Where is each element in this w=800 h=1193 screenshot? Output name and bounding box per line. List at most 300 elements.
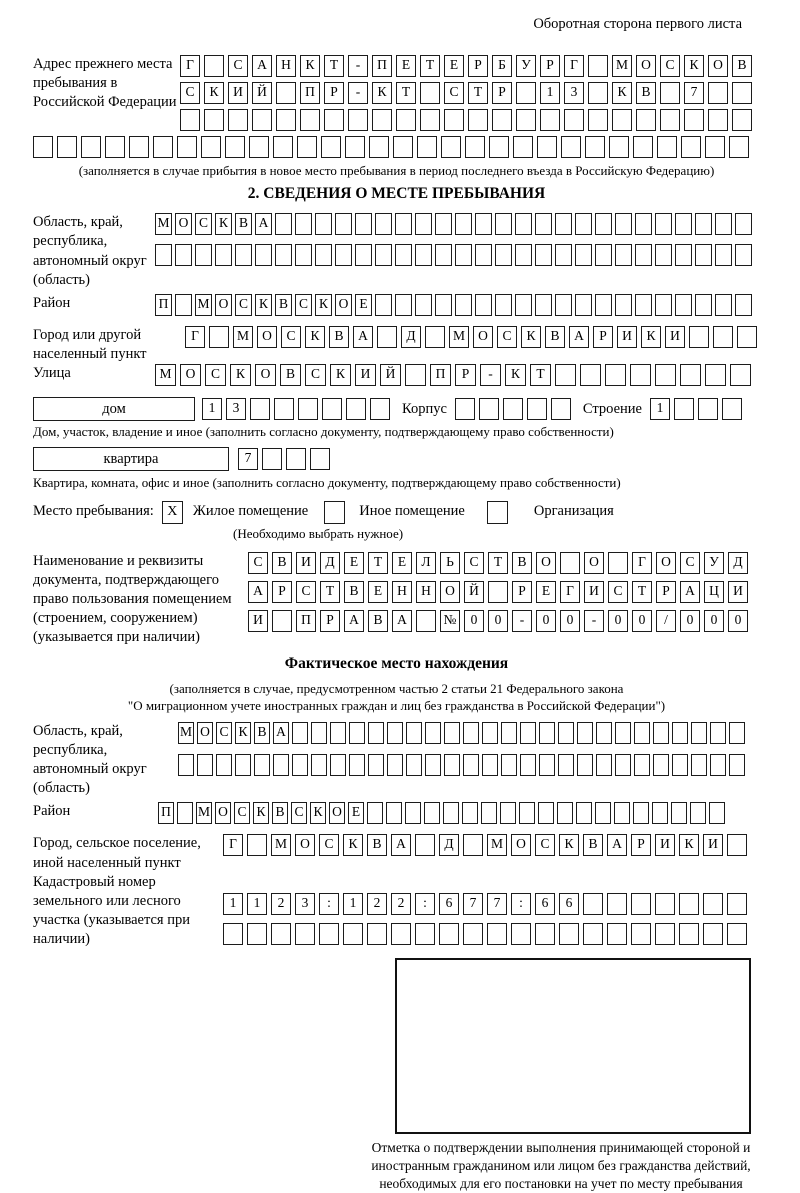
- char-cell[interactable]: [395, 294, 412, 316]
- char-cell[interactable]: [57, 136, 77, 158]
- char-cell[interactable]: [368, 754, 384, 776]
- char-cell[interactable]: [495, 244, 512, 266]
- char-cell[interactable]: [575, 244, 592, 266]
- char-cell[interactable]: [535, 923, 555, 945]
- char-cell[interactable]: [319, 923, 339, 945]
- char-cell[interactable]: [395, 244, 412, 266]
- char-cell[interactable]: Т: [396, 82, 416, 104]
- char-cell[interactable]: Й: [464, 581, 484, 603]
- char-cell[interactable]: [175, 294, 192, 316]
- char-cell[interactable]: [235, 244, 252, 266]
- char-cell[interactable]: [462, 802, 478, 824]
- char-cell[interactable]: [652, 802, 668, 824]
- char-cell[interactable]: Г: [560, 581, 580, 603]
- char-cell[interactable]: [655, 294, 672, 316]
- char-cell[interactable]: С: [319, 834, 339, 856]
- char-cell[interactable]: Й: [252, 82, 272, 104]
- char-cell[interactable]: 0: [704, 610, 724, 632]
- char-cell[interactable]: [177, 802, 193, 824]
- char-cell[interactable]: М: [449, 326, 469, 348]
- char-cell[interactable]: [580, 364, 601, 386]
- char-cell[interactable]: В: [272, 802, 288, 824]
- char-cell[interactable]: С: [180, 82, 200, 104]
- char-cell[interactable]: [197, 754, 213, 776]
- char-cell[interactable]: О: [295, 834, 315, 856]
- char-cell[interactable]: И: [584, 581, 604, 603]
- char-cell[interactable]: [368, 722, 384, 744]
- char-cell[interactable]: [475, 294, 492, 316]
- char-cell[interactable]: [216, 754, 232, 776]
- char-cell[interactable]: 1: [650, 398, 670, 420]
- char-cell[interactable]: Д: [439, 834, 459, 856]
- char-cell[interactable]: [631, 923, 651, 945]
- char-cell[interactable]: [705, 136, 725, 158]
- char-cell[interactable]: Д: [401, 326, 421, 348]
- char-cell[interactable]: [690, 802, 706, 824]
- char-cell[interactable]: [424, 802, 440, 824]
- char-cell[interactable]: М: [233, 326, 253, 348]
- char-cell[interactable]: [595, 213, 612, 235]
- char-cell[interactable]: [735, 294, 752, 316]
- char-cell[interactable]: В: [367, 834, 387, 856]
- char-cell[interactable]: Р: [631, 834, 651, 856]
- char-cell[interactable]: [585, 136, 605, 158]
- char-cell[interactable]: [653, 722, 669, 744]
- char-cell[interactable]: [415, 923, 435, 945]
- char-cell[interactable]: [583, 893, 603, 915]
- char-cell[interactable]: [709, 802, 725, 824]
- char-cell[interactable]: [615, 244, 632, 266]
- char-cell[interactable]: С: [195, 213, 212, 235]
- char-cell[interactable]: [311, 722, 327, 744]
- char-cell[interactable]: В: [344, 581, 364, 603]
- char-cell[interactable]: -: [480, 364, 501, 386]
- char-cell[interactable]: [386, 802, 402, 824]
- char-cell[interactable]: С: [205, 364, 226, 386]
- char-cell[interactable]: [444, 722, 460, 744]
- char-cell[interactable]: [228, 109, 248, 131]
- char-cell[interactable]: К: [372, 82, 392, 104]
- char-cell[interactable]: [607, 923, 627, 945]
- char-cell[interactable]: П: [155, 294, 172, 316]
- char-cell[interactable]: И: [703, 834, 723, 856]
- char-cell[interactable]: В: [272, 552, 292, 574]
- char-cell[interactable]: С: [296, 581, 316, 603]
- char-cell[interactable]: 0: [488, 610, 508, 632]
- char-cell[interactable]: [335, 244, 352, 266]
- char-cell[interactable]: [495, 294, 512, 316]
- char-cell[interactable]: [321, 136, 341, 158]
- char-cell[interactable]: [81, 136, 101, 158]
- char-cell[interactable]: :: [319, 893, 339, 915]
- char-cell[interactable]: [286, 448, 306, 470]
- char-cell[interactable]: С: [291, 802, 307, 824]
- char-cell[interactable]: [675, 244, 692, 266]
- char-cell[interactable]: [657, 136, 677, 158]
- char-cell[interactable]: П: [300, 82, 320, 104]
- char-cell[interactable]: [481, 802, 497, 824]
- char-cell[interactable]: [703, 923, 723, 945]
- char-cell[interactable]: Р: [455, 364, 476, 386]
- char-cell[interactable]: [558, 754, 574, 776]
- char-cell[interactable]: И: [296, 552, 316, 574]
- char-cell[interactable]: [415, 834, 435, 856]
- char-cell[interactable]: [635, 294, 652, 316]
- char-cell[interactable]: О: [656, 552, 676, 574]
- char-cell[interactable]: К: [559, 834, 579, 856]
- char-cell[interactable]: [708, 109, 728, 131]
- char-cell[interactable]: [417, 136, 437, 158]
- char-cell[interactable]: 0: [560, 610, 580, 632]
- char-cell[interactable]: [310, 448, 330, 470]
- char-cell[interactable]: [588, 82, 608, 104]
- char-cell[interactable]: [609, 136, 629, 158]
- char-cell[interactable]: [255, 244, 272, 266]
- char-cell[interactable]: [612, 109, 632, 131]
- char-cell[interactable]: К: [505, 364, 526, 386]
- char-cell[interactable]: О: [215, 802, 231, 824]
- char-cell[interactable]: О: [473, 326, 493, 348]
- char-cell[interactable]: Т: [324, 55, 344, 77]
- char-cell[interactable]: Е: [348, 802, 364, 824]
- char-cell[interactable]: [463, 834, 483, 856]
- char-cell[interactable]: [292, 722, 308, 744]
- char-cell[interactable]: А: [680, 581, 700, 603]
- char-cell[interactable]: Й: [380, 364, 401, 386]
- char-cell[interactable]: [247, 834, 267, 856]
- char-cell[interactable]: К: [204, 82, 224, 104]
- char-cell[interactable]: [343, 923, 363, 945]
- char-cell[interactable]: [235, 754, 251, 776]
- char-cell[interactable]: М: [487, 834, 507, 856]
- char-cell[interactable]: [175, 244, 192, 266]
- char-cell[interactable]: [249, 136, 269, 158]
- char-cell[interactable]: [577, 722, 593, 744]
- char-cell[interactable]: [513, 136, 533, 158]
- char-cell[interactable]: [209, 326, 229, 348]
- char-cell[interactable]: 7: [487, 893, 507, 915]
- char-cell[interactable]: Г: [180, 55, 200, 77]
- char-cell[interactable]: А: [391, 834, 411, 856]
- char-cell[interactable]: Е: [536, 581, 556, 603]
- char-cell[interactable]: [295, 244, 312, 266]
- char-cell[interactable]: 2: [271, 893, 291, 915]
- char-cell[interactable]: О: [255, 364, 276, 386]
- char-cell[interactable]: С: [295, 294, 312, 316]
- char-cell[interactable]: [695, 294, 712, 316]
- char-cell[interactable]: Е: [444, 55, 464, 77]
- char-cell[interactable]: [630, 364, 651, 386]
- char-cell[interactable]: С: [444, 82, 464, 104]
- char-cell[interactable]: И: [728, 581, 748, 603]
- char-cell[interactable]: [555, 213, 572, 235]
- char-cell[interactable]: Е: [355, 294, 372, 316]
- char-cell[interactable]: [372, 109, 392, 131]
- char-cell[interactable]: [715, 294, 732, 316]
- char-cell[interactable]: Р: [468, 55, 488, 77]
- char-cell[interactable]: [633, 802, 649, 824]
- char-cell[interactable]: 0: [464, 610, 484, 632]
- char-cell[interactable]: В: [275, 294, 292, 316]
- char-cell[interactable]: [715, 244, 732, 266]
- char-cell[interactable]: [575, 213, 592, 235]
- char-cell[interactable]: [324, 109, 344, 131]
- char-cell[interactable]: П: [296, 610, 316, 632]
- char-cell[interactable]: [727, 893, 747, 915]
- char-cell[interactable]: [375, 213, 392, 235]
- char-cell[interactable]: И: [228, 82, 248, 104]
- char-cell[interactable]: К: [315, 294, 332, 316]
- char-cell[interactable]: [252, 109, 272, 131]
- char-cell[interactable]: [501, 722, 517, 744]
- char-cell[interactable]: [596, 754, 612, 776]
- char-cell[interactable]: 0: [680, 610, 700, 632]
- char-cell[interactable]: [463, 923, 483, 945]
- char-cell[interactable]: Г: [632, 552, 652, 574]
- char-cell[interactable]: [737, 326, 757, 348]
- char-cell[interactable]: [557, 802, 573, 824]
- char-cell[interactable]: Р: [656, 581, 676, 603]
- char-cell[interactable]: :: [415, 893, 435, 915]
- char-cell[interactable]: И: [248, 610, 268, 632]
- char-cell[interactable]: [487, 923, 507, 945]
- char-cell[interactable]: О: [511, 834, 531, 856]
- char-cell[interactable]: [348, 109, 368, 131]
- char-cell[interactable]: [355, 213, 372, 235]
- char-cell[interactable]: [607, 893, 627, 915]
- char-cell[interactable]: П: [158, 802, 174, 824]
- char-cell[interactable]: К: [253, 802, 269, 824]
- char-cell[interactable]: [463, 754, 479, 776]
- char-cell[interactable]: [713, 326, 733, 348]
- char-cell[interactable]: К: [641, 326, 661, 348]
- char-cell[interactable]: [679, 923, 699, 945]
- char-cell[interactable]: [519, 802, 535, 824]
- char-cell[interactable]: [468, 109, 488, 131]
- char-cell[interactable]: [155, 244, 172, 266]
- char-cell[interactable]: К: [684, 55, 704, 77]
- char-cell[interactable]: [292, 754, 308, 776]
- char-cell[interactable]: [735, 244, 752, 266]
- char-cell[interactable]: [660, 109, 680, 131]
- char-cell[interactable]: В: [583, 834, 603, 856]
- char-cell[interactable]: С: [228, 55, 248, 77]
- char-cell[interactable]: [369, 136, 389, 158]
- char-cell[interactable]: 3: [564, 82, 584, 104]
- char-cell[interactable]: К: [612, 82, 632, 104]
- char-cell[interactable]: [708, 82, 728, 104]
- char-cell[interactable]: [691, 722, 707, 744]
- char-cell[interactable]: [444, 754, 460, 776]
- char-cell[interactable]: [595, 244, 612, 266]
- char-cell[interactable]: Н: [276, 55, 296, 77]
- char-cell[interactable]: [655, 213, 672, 235]
- char-cell[interactable]: Ц: [704, 581, 724, 603]
- char-cell[interactable]: [406, 722, 422, 744]
- char-cell[interactable]: М: [271, 834, 291, 856]
- char-cell[interactable]: А: [392, 610, 412, 632]
- char-cell[interactable]: [671, 802, 687, 824]
- char-cell[interactable]: С: [535, 834, 555, 856]
- char-cell[interactable]: [330, 754, 346, 776]
- char-cell[interactable]: [539, 722, 555, 744]
- char-cell[interactable]: [675, 213, 692, 235]
- char-cell[interactable]: Р: [324, 82, 344, 104]
- char-cell[interactable]: [634, 722, 650, 744]
- char-cell[interactable]: 6: [439, 893, 459, 915]
- char-cell[interactable]: [435, 213, 452, 235]
- char-cell[interactable]: О: [708, 55, 728, 77]
- char-cell[interactable]: :: [511, 893, 531, 915]
- char-cell[interactable]: [215, 244, 232, 266]
- char-cell[interactable]: -: [584, 610, 604, 632]
- char-cell[interactable]: [492, 109, 512, 131]
- char-cell[interactable]: [655, 893, 675, 915]
- char-cell[interactable]: Г: [564, 55, 584, 77]
- char-cell[interactable]: Е: [392, 552, 412, 574]
- char-cell[interactable]: [298, 398, 318, 420]
- char-cell[interactable]: Т: [368, 552, 388, 574]
- char-cell[interactable]: С: [464, 552, 484, 574]
- char-cell[interactable]: [275, 213, 292, 235]
- char-cell[interactable]: [425, 754, 441, 776]
- char-cell[interactable]: К: [343, 834, 363, 856]
- char-cell[interactable]: А: [607, 834, 627, 856]
- char-cell[interactable]: [195, 244, 212, 266]
- char-cell[interactable]: [588, 109, 608, 131]
- char-cell[interactable]: А: [252, 55, 272, 77]
- char-cell[interactable]: [515, 213, 532, 235]
- char-cell[interactable]: [564, 109, 584, 131]
- char-cell[interactable]: [420, 82, 440, 104]
- char-cell[interactable]: [415, 244, 432, 266]
- char-cell[interactable]: [631, 893, 651, 915]
- char-cell[interactable]: [615, 722, 631, 744]
- char-cell[interactable]: [346, 398, 366, 420]
- char-cell[interactable]: [479, 398, 499, 420]
- char-cell[interactable]: И: [655, 834, 675, 856]
- char-cell[interactable]: [273, 754, 289, 776]
- char-cell[interactable]: [732, 109, 752, 131]
- char-cell[interactable]: О: [440, 581, 460, 603]
- char-cell[interactable]: [660, 82, 680, 104]
- char-cell[interactable]: А: [255, 213, 272, 235]
- char-cell[interactable]: [674, 398, 694, 420]
- char-cell[interactable]: К: [215, 213, 232, 235]
- char-cell[interactable]: [551, 398, 571, 420]
- char-cell[interactable]: №: [440, 610, 460, 632]
- char-cell[interactable]: [727, 923, 747, 945]
- char-cell[interactable]: А: [569, 326, 589, 348]
- char-cell[interactable]: [575, 294, 592, 316]
- char-cell[interactable]: А: [248, 581, 268, 603]
- char-cell[interactable]: В: [512, 552, 532, 574]
- char-cell[interactable]: [511, 923, 531, 945]
- char-cell[interactable]: [615, 213, 632, 235]
- char-cell[interactable]: О: [329, 802, 345, 824]
- char-cell[interactable]: [273, 136, 293, 158]
- char-cell[interactable]: [555, 364, 576, 386]
- char-cell[interactable]: А: [353, 326, 373, 348]
- char-cell[interactable]: [271, 923, 291, 945]
- char-cell[interactable]: [276, 82, 296, 104]
- char-cell[interactable]: С: [305, 364, 326, 386]
- char-cell[interactable]: [515, 244, 532, 266]
- char-cell[interactable]: П: [430, 364, 451, 386]
- char-cell[interactable]: В: [545, 326, 565, 348]
- char-cell[interactable]: М: [196, 802, 212, 824]
- char-cell[interactable]: В: [329, 326, 349, 348]
- char-cell[interactable]: [405, 802, 421, 824]
- char-cell[interactable]: [635, 213, 652, 235]
- char-cell[interactable]: [537, 136, 557, 158]
- char-cell[interactable]: [588, 55, 608, 77]
- char-cell[interactable]: [345, 136, 365, 158]
- char-cell[interactable]: [729, 754, 745, 776]
- char-cell[interactable]: [153, 136, 173, 158]
- char-cell[interactable]: [463, 722, 479, 744]
- char-cell[interactable]: Р: [492, 82, 512, 104]
- char-cell[interactable]: [558, 722, 574, 744]
- char-cell[interactable]: [395, 213, 412, 235]
- char-cell[interactable]: К: [235, 722, 251, 744]
- char-cell[interactable]: [475, 213, 492, 235]
- char-cell[interactable]: [516, 82, 536, 104]
- char-cell[interactable]: Д: [728, 552, 748, 574]
- char-cell[interactable]: О: [215, 294, 232, 316]
- char-cell[interactable]: [695, 213, 712, 235]
- char-cell[interactable]: И: [617, 326, 637, 348]
- char-cell[interactable]: [129, 136, 149, 158]
- char-cell[interactable]: [444, 109, 464, 131]
- char-cell[interactable]: 6: [559, 893, 579, 915]
- char-cell[interactable]: Е: [344, 552, 364, 574]
- char-cell[interactable]: О: [584, 552, 604, 574]
- char-cell[interactable]: [730, 364, 751, 386]
- char-cell[interactable]: О: [257, 326, 277, 348]
- char-cell[interactable]: К: [521, 326, 541, 348]
- char-cell[interactable]: 7: [684, 82, 704, 104]
- char-cell[interactable]: [698, 398, 718, 420]
- char-cell[interactable]: [684, 109, 704, 131]
- char-cell[interactable]: [596, 722, 612, 744]
- char-cell[interactable]: Е: [396, 55, 416, 77]
- char-cell[interactable]: [272, 610, 292, 632]
- char-cell[interactable]: С: [281, 326, 301, 348]
- char-cell[interactable]: У: [516, 55, 536, 77]
- char-cell[interactable]: В: [732, 55, 752, 77]
- char-cell[interactable]: И: [355, 364, 376, 386]
- char-cell[interactable]: [615, 754, 631, 776]
- char-cell[interactable]: [520, 722, 536, 744]
- char-cell[interactable]: Р: [272, 581, 292, 603]
- char-cell[interactable]: В: [280, 364, 301, 386]
- char-cell[interactable]: [500, 802, 516, 824]
- char-cell[interactable]: [355, 244, 372, 266]
- char-cell[interactable]: [595, 294, 612, 316]
- char-cell[interactable]: О: [180, 364, 201, 386]
- char-cell[interactable]: [425, 326, 445, 348]
- char-cell[interactable]: [516, 109, 536, 131]
- char-cell[interactable]: К: [255, 294, 272, 316]
- char-cell[interactable]: [415, 294, 432, 316]
- char-cell[interactable]: [729, 136, 749, 158]
- char-cell[interactable]: [482, 722, 498, 744]
- char-cell[interactable]: [391, 923, 411, 945]
- char-cell[interactable]: [729, 722, 745, 744]
- char-cell[interactable]: Б: [492, 55, 512, 77]
- char-cell[interactable]: [297, 136, 317, 158]
